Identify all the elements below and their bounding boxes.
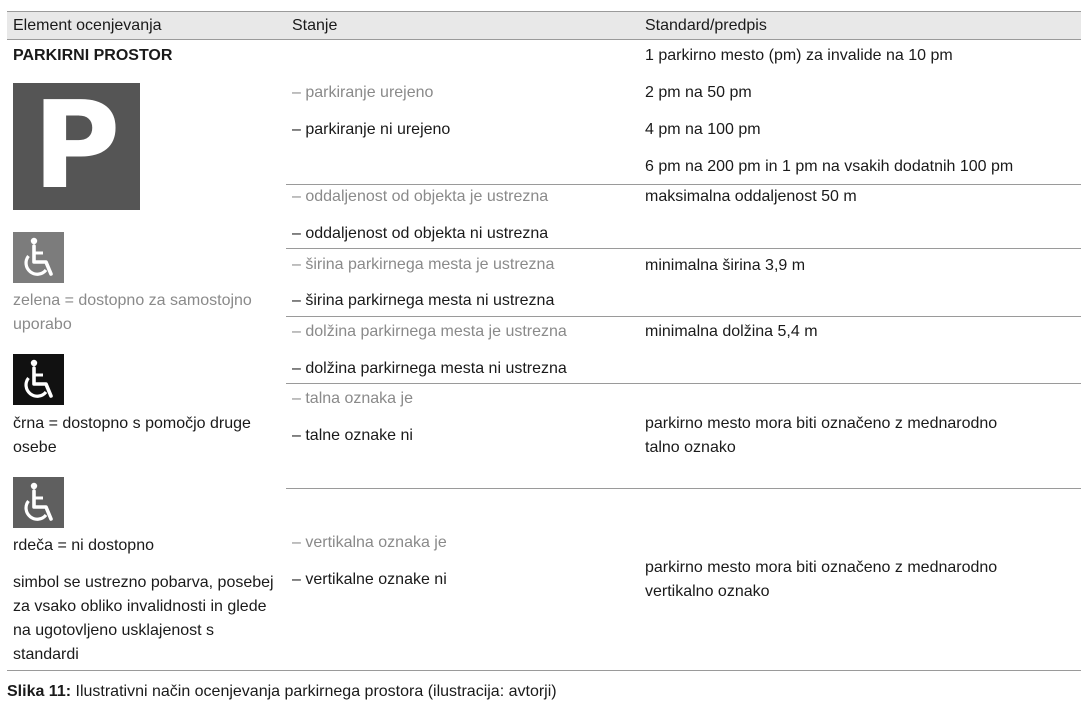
- header-state: Stanje: [292, 17, 338, 34]
- state-vertical-nok: – vertikalne oznake ni: [292, 571, 447, 588]
- section-title: PARKIRNI PROSTOR: [13, 47, 173, 64]
- std-parking-2: 2 pm na 50 pm: [645, 84, 752, 101]
- row-divider: [286, 488, 1081, 489]
- state-parking-ok: – parkiranje urejeno: [292, 84, 434, 101]
- state-width-ok: – širina parkirnega mesta je ustrezna: [292, 256, 555, 273]
- std-parking-4: 6 pm na 200 pm in 1 pm na vsakih dodatnih 100 pm: [645, 158, 1014, 175]
- std-width: minimalna širina 3,9 m: [645, 257, 806, 274]
- std-floor-line1: parkirno mesto mora biti označeno z mednarodno: [645, 415, 998, 432]
- row-divider: [286, 248, 1081, 249]
- state-width-nok: – širina parkirnega mesta ni ustrezna: [292, 292, 555, 309]
- std-vertical-line1: parkirno mesto mora biti označeno z mednarodno: [645, 559, 998, 576]
- state-length-nok: – dolžina parkirnega mesta ni ustrezna: [292, 360, 567, 377]
- table-bottom-border: [7, 670, 1081, 671]
- figure-caption: [7, 683, 557, 701]
- header-standard: Standard/predpis: [645, 17, 767, 34]
- caption-text: Ilustrativni način ocenjevanja parkirnega prostora (ilustracija: avtorji): [71, 683, 557, 700]
- state-floor-nok: – talne oznake ni: [292, 427, 413, 444]
- wheelchair-icon-red: [13, 477, 64, 528]
- state-floor-ok: – talna oznaka je: [292, 390, 413, 407]
- wheelchair-icon-green: [13, 232, 64, 283]
- assessment-table: [7, 11, 1081, 671]
- std-length: minimalna dolžina 5,4 m: [645, 323, 818, 340]
- state-vertical-ok: – vertikalna oznaka je: [292, 534, 447, 551]
- caption-label: Slika 11:: [7, 683, 72, 700]
- table-header: [7, 11, 1081, 40]
- state-length-ok: – dolžina parkirnega mesta je ustrezna: [292, 323, 567, 340]
- std-parking-1: 1 parkirno mesto (pm) za invalide na 10 pm: [645, 47, 953, 64]
- state-distance-ok: – oddaljenost od objekta je ustrezna: [292, 188, 549, 205]
- parking-sign-icon: [13, 77, 140, 216]
- row-divider: [286, 316, 1081, 317]
- std-parking-3: 4 pm na 100 pm: [645, 121, 761, 138]
- std-vertical-line2: vertikalno oznako: [645, 583, 770, 600]
- header-element: Element ocenjevanja: [13, 17, 162, 34]
- green-legend: zelena = dostopno za samostojno uporabo: [13, 292, 252, 333]
- state-parking-nok: – parkiranje ni urejeno: [292, 121, 451, 138]
- state-distance-nok: – oddaljenost od objekta ni ustrezna: [292, 225, 549, 242]
- std-floor-line2: talno oznako: [645, 439, 736, 456]
- red-legend: rdeča = ni dostopno: [13, 537, 154, 554]
- black-legend: črna = dostopno s pomočjo druge osebe: [13, 415, 251, 456]
- symbol-note: simbol se ustrezno pobarva, posebej za vsako obliko invalidnosti in glede na ugotovljeno usklajenost s standardi: [13, 574, 274, 663]
- row-divider: [286, 383, 1081, 384]
- parking-sign-letter: P: [32, 77, 121, 216]
- std-distance: maksimalna oddaljenost 50 m: [645, 188, 857, 205]
- wheelchair-icon-black: [13, 354, 64, 405]
